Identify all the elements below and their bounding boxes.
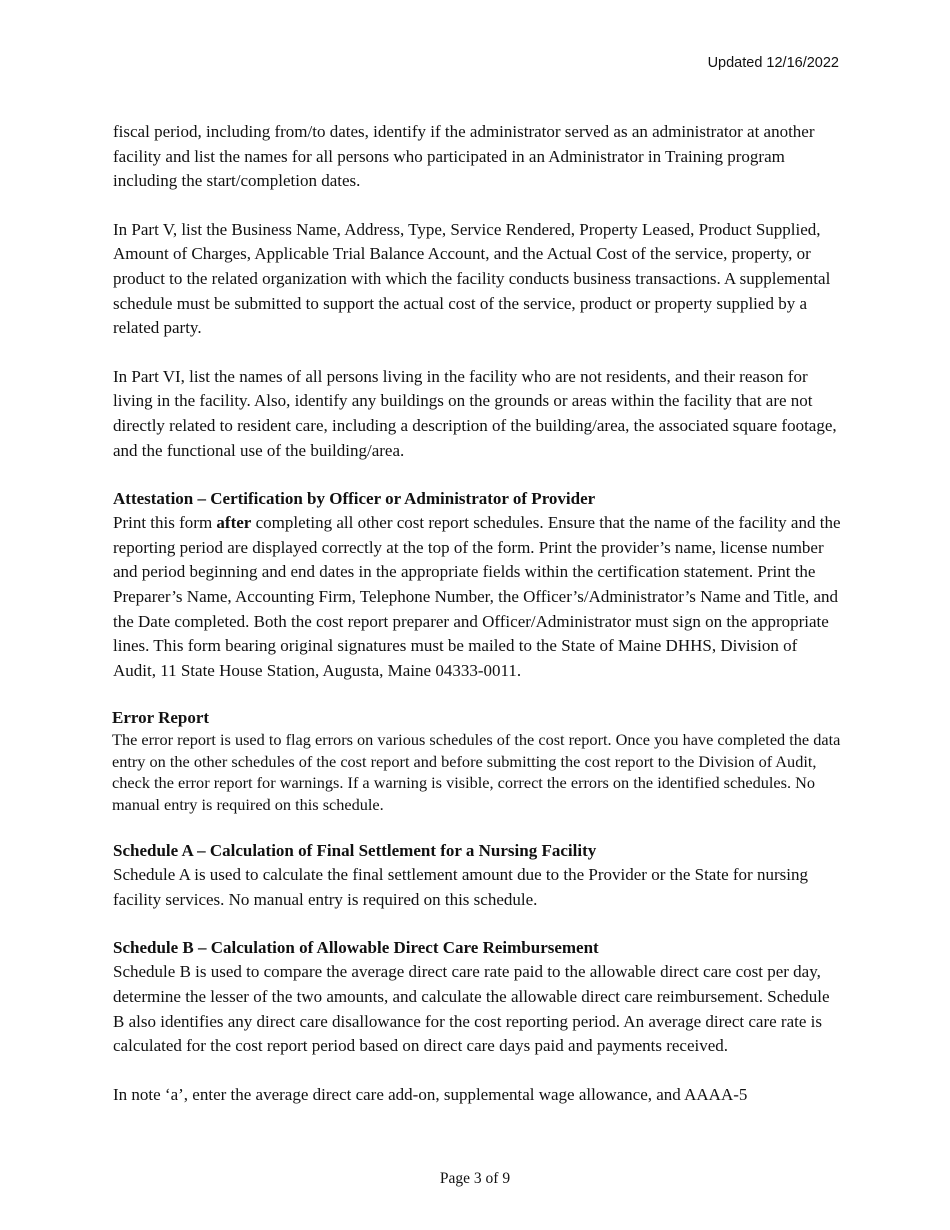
- error-report-heading: Error Report: [112, 708, 210, 728]
- document-body: [113, 120, 843, 1107]
- attestation-text: Print this form after completing all other cost report schedules. Ensure that the name of the facility and the reporting period are displayed correctly at the top of the form. Print the provider’s name, license number and period beginning and end dates in the appropriate fields within the certification statement. Print the Preparer’s Name, Accounting Firm, Telephone Number, the Officer’s/Administrator’s Name and Title, and the Date completed. Both the cost report preparer and Officer/Administrator must sign on the appropriate lines. This form bearing original signatures must be mailed to the State of Maine DHHS, Division of Audit, 11 State House Station, Augusta, Maine 04333-0011.: [113, 513, 841, 680]
- schedule-b-text: Schedule B is used to compare the average direct care rate paid to the allowable direct care cost per day, determine the lesser of the two amounts, and calculate the allowable direct care reimbursement. Schedule B also identifies any direct care disallowance for the cost reporting period. An average direct care rate is calculated for the cost report period based on direct care days paid and payments received.: [113, 962, 830, 1056]
- schedule-b-section: [113, 936, 843, 1107]
- paragraph-part-v: In Part V, list the Business Name, Address, Type, Service Rendered, Property Leased, Product Supplied, Amount of Charges, Applicable Trial Balance Account, and the Actual Cost of the service, property, or product to the related organization with which the facility conducts business transactions. A supplemental schedule must be submitted to support the actual cost of the service, product or property supplied by a related party.: [113, 219, 831, 338]
- paragraph-administrator: fiscal period, including from/to dates, identify if the administrator served as an administrator at another facility and list the names for all persons who participated in an Administrator in Training program including the start/completion dates.: [113, 122, 815, 191]
- page-number: Page 3 of 9: [439, 1170, 511, 1187]
- attestation-section: [113, 487, 843, 683]
- schedule-b-heading: Schedule B – Calculation of Allowable Direct Care Reimbursement: [113, 938, 599, 958]
- paragraph-part-vi: In Part VI, list the names of all persons living in the facility who are not residents, and their reason for living in the facility. Also, identify any buildings on the grounds or areas within the facility that are not directly related to resident care, including a description of the building/area, the associated square footage, and the functional use of the building/area.: [113, 366, 837, 460]
- schedule-a-text: Schedule A is used to calculate the final settlement amount due to the Provider or the State for nursing facility services. No manual entry is required on this schedule.: [113, 865, 808, 909]
- updated-date: Updated 12/16/2022: [707, 55, 839, 71]
- schedule-b-note: In note ‘a’, enter the average direct care add-on, supplemental wage allowance, and AAAA-5: [113, 1084, 748, 1104]
- error-report-text: The error report is used to flag errors on various schedules of the cost report. Once you have completed the data entry on the other schedules of the cost report and before submitting the cost report to the Division of Audit, check the error report for warnings. If a warning is visible, correct the errors on the identified schedules. No manual entry is required on this schedule.: [112, 730, 841, 814]
- schedule-a-heading: Schedule A – Calculation of Final Settlement for a Nursing Facility: [113, 841, 597, 861]
- attestation-heading: Attestation – Certification by Officer or Administrator of Provider: [113, 489, 596, 509]
- schedule-a-section: [113, 839, 843, 912]
- error-report-section: [112, 707, 843, 815]
